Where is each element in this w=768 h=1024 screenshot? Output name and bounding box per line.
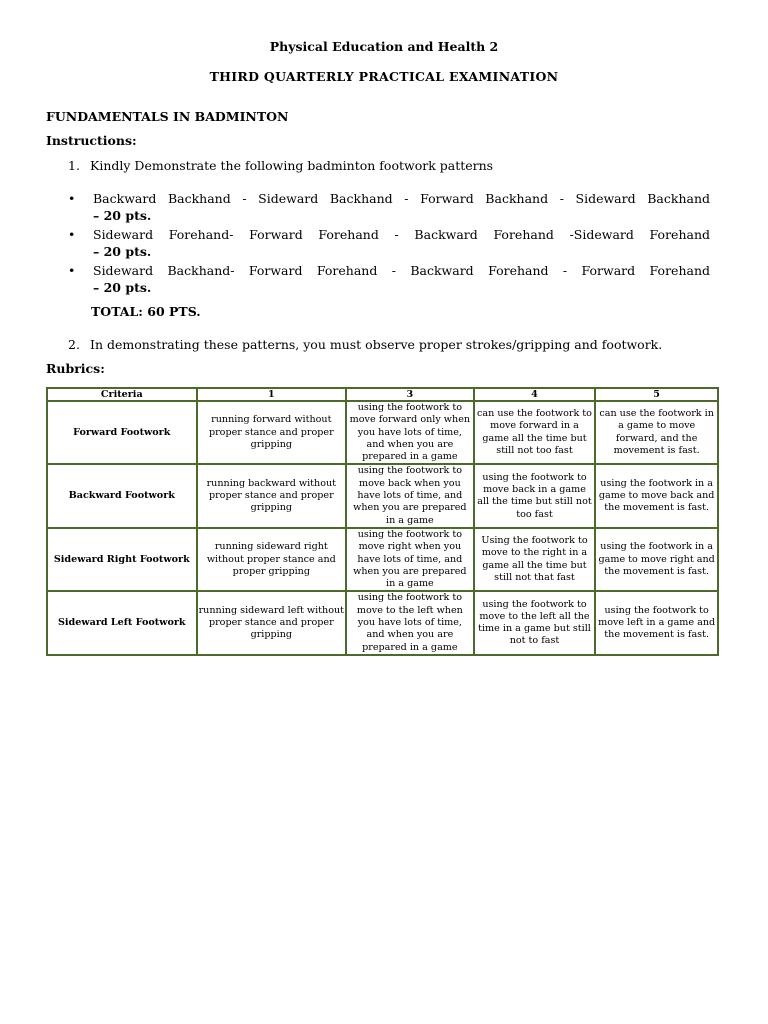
header-cell: 4: [474, 388, 596, 401]
exam-title: THIRD QUARTERLY PRACTICAL EXAMINATION: [209, 69, 559, 84]
pattern-points: – 20 pts.: [93, 208, 152, 223]
pattern-item: [68, 262, 710, 296]
pattern-item: [68, 190, 710, 224]
course-title: Physical Education and Health 2: [269, 39, 499, 54]
criteria-cell: Forward Footwork: [47, 401, 197, 464]
table-row: [47, 464, 718, 527]
header-cell: 3: [346, 388, 474, 401]
item-text: In demonstrating these patterns, you must observe proper strokes/gripping and footwork.: [90, 337, 663, 352]
table-cell: Using the footwork to move to the right in a game all the time but still not that fast: [474, 528, 596, 591]
total-points: TOTAL: 60 PTS.: [91, 304, 201, 319]
table-cell: using the footwork in a game to move back and the movement is fast.: [595, 464, 718, 527]
instruction-item-2: [68, 337, 662, 352]
rubrics-label: Rubrics:: [46, 361, 105, 376]
table-cell: using the footwork to move to the left all the time in a game but still not to fast: [474, 591, 596, 654]
criteria-cell: Sideward Left Footwork: [47, 591, 197, 654]
table-cell: using the footwork to move left in a game and the movement is fast.: [595, 591, 718, 654]
table-cell: running sideward right without proper stance and proper gripping: [197, 528, 347, 591]
item-number: 2.: [68, 337, 80, 352]
table-cell: using the footwork to move right when you have lots of time, and when you are prepared in a game: [346, 528, 474, 591]
bullet-icon: •: [68, 227, 76, 242]
table-cell: using the footwork in a game to move right and the movement is fast.: [595, 528, 718, 591]
table-cell: using the footwork to move forward only when you have lots of time, and when you are prepared in a game: [346, 401, 474, 464]
table-header-row: [47, 388, 718, 401]
table-cell: running forward without proper stance and proper gripping: [197, 401, 347, 464]
pattern-text: Backward Backhand - Sideward Backhand - Forward Backhand - Sideward Backhand: [93, 191, 710, 206]
table-row: [47, 528, 718, 591]
table-row: [47, 401, 718, 464]
pattern-text: Sideward Backhand- Forward Forehand - Backward Forehand - Forward Forehand: [93, 263, 710, 278]
criteria-cell: Backward Footwork: [47, 464, 197, 527]
section-title: FUNDAMENTALS IN BADMINTON: [46, 109, 289, 124]
table-row: [47, 591, 718, 654]
table-cell: can use the footwork in a game to move forward, and the movement is fast.: [595, 401, 718, 464]
instruction-item-1: [68, 158, 493, 173]
bullet-icon: •: [68, 191, 76, 206]
table-cell: using the footwork to move back when you have lots of time, and when you are prepared in a game: [346, 464, 474, 527]
rubric-table: [46, 387, 719, 656]
item-text: Kindly Demonstrate the following badminton footwork patterns: [90, 158, 494, 173]
criteria-cell: Sideward Right Footwork: [47, 528, 197, 591]
table-cell: running sideward left without proper stance and proper gripping: [197, 591, 347, 654]
table-cell: using the footwork to move back in a game all the time but still not too fast: [474, 464, 596, 527]
header-cell: 5: [595, 388, 718, 401]
pattern-text: Sideward Forehand- Forward Forehand - Backward Forehand -Sideward Forehand: [93, 227, 710, 242]
pattern-points: – 20 pts.: [93, 280, 152, 295]
bullet-icon: •: [68, 263, 76, 278]
table-cell: using the footwork to move to the left when you have lots of time, and when you are prepared in a game: [346, 591, 474, 654]
item-number: 1.: [68, 158, 80, 173]
table-cell: can use the footwork to move forward in a game all the time but still not too fast: [474, 401, 596, 464]
header-cell: Criteria: [47, 388, 197, 401]
pattern-list: [68, 190, 710, 298]
instructions-label: Instructions:: [46, 133, 137, 148]
table-cell: running backward without proper stance and proper gripping: [197, 464, 347, 527]
pattern-item: [68, 226, 710, 260]
header-cell: 1: [197, 388, 347, 401]
pattern-points: – 20 pts.: [93, 244, 152, 259]
